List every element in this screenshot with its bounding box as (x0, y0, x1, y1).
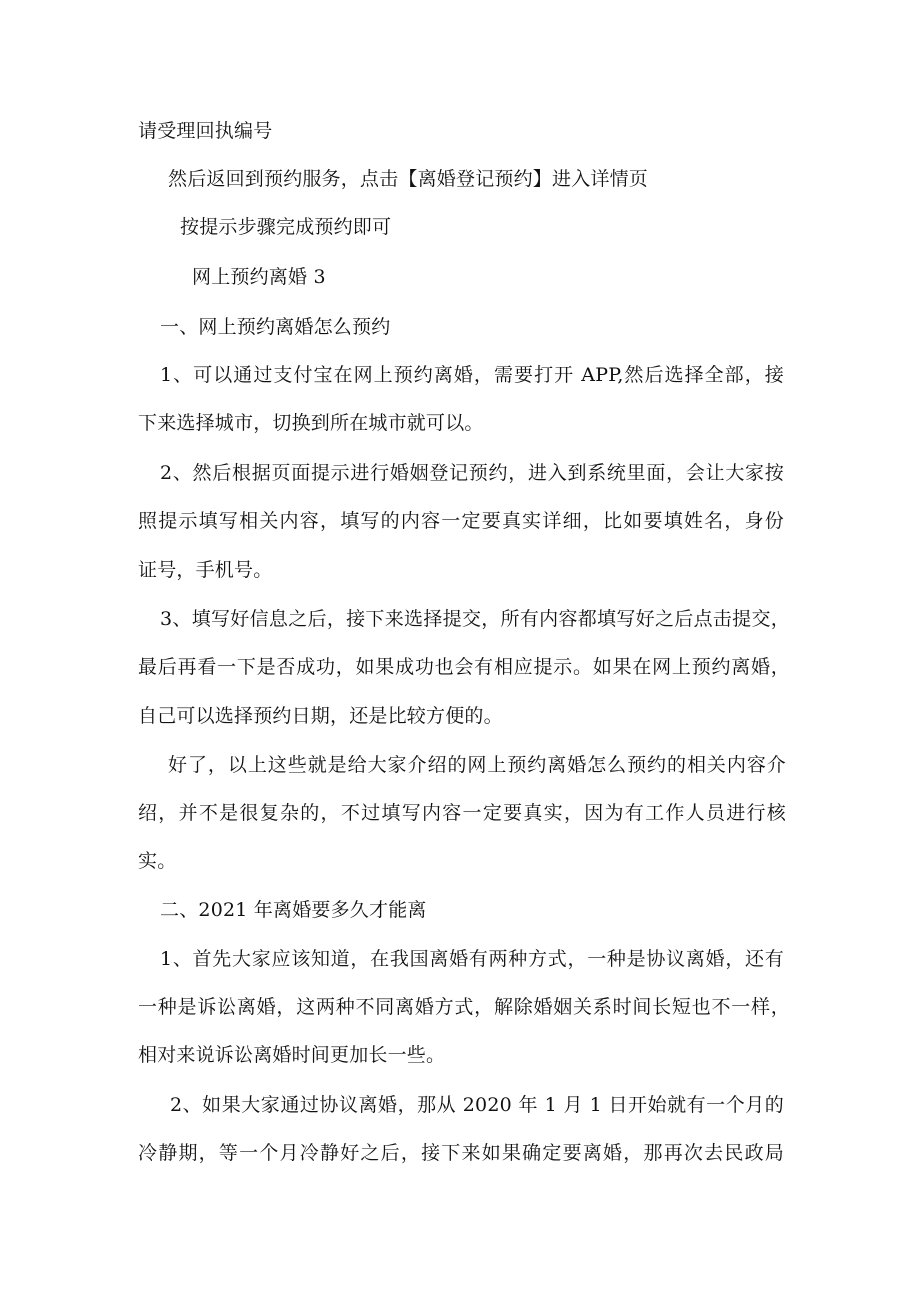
text-line: 然后返回到预约服务，点击【离婚登记预约】进入详情页 (168, 168, 649, 190)
paragraph-line: 1、可以通过支付宝在网上预约离婚，需要打开 APP,然后选择全部，接 (160, 364, 784, 386)
paragraph-line: 证号，手机号。 (138, 559, 273, 581)
paragraph-line: 绍，并不是很复杂的，不过填写内容一定要真实，因为有工作人员进行核 (138, 802, 786, 824)
paragraph-line: 1、首先大家应该知道，在我国离婚有两种方式，一种是协议离婚，还有 (160, 948, 784, 970)
text-line: 请受理回执编号 (138, 120, 273, 142)
section-heading: 二、2021 年离婚要多久才能离 (160, 899, 427, 921)
paragraph-line: 实。 (138, 850, 177, 872)
paragraph-line: 照提示填写相关内容，填写的内容一定要真实详细，比如要填姓名，身份 (138, 510, 784, 532)
paragraph-line: 相对来说诉讼离婚时间更加长一些。 (138, 1044, 446, 1066)
paragraph-line: 3、填写好信息之后，接下来选择提交，所有内容都填写好之后点击提交， (160, 608, 790, 630)
text-line: 按提示步骤完成预约即可 (180, 216, 392, 238)
paragraph-line: 一种是诉讼离婚，这两种不同离婚方式，解除婚姻关系时间长短也不一样， (138, 996, 790, 1018)
paragraph-line: 最后再看一下是否成功，如果成功也会有相应提示。如果在网上预约离婚， (138, 656, 790, 678)
paragraph-line: 2、然后根据页面提示进行婚姻登记预约，进入到系统里面，会让大家按 (160, 462, 784, 484)
paragraph-line: 好了，以上这些就是给大家介绍的网上预约离婚怎么预约的相关内容介 (168, 754, 786, 776)
section-heading: 网上预约离婚 3 (192, 266, 326, 288)
paragraph-line: 下来选择城市，切换到所在城市就可以。 (138, 412, 484, 434)
paragraph-line: 2、如果大家通过协议离婚，那从 2020 年 1 月 1 日开始就有一个月的 (170, 1094, 784, 1116)
section-heading: 一、网上预约离婚怎么预约 (160, 316, 391, 338)
paragraph-line: 自己可以选择预约日期，还是比较方便的。 (138, 705, 503, 727)
paragraph-line: 冷静期，等一个月冷静好之后，接下来如果确定要离婚，那再次去民政局 (138, 1142, 784, 1164)
